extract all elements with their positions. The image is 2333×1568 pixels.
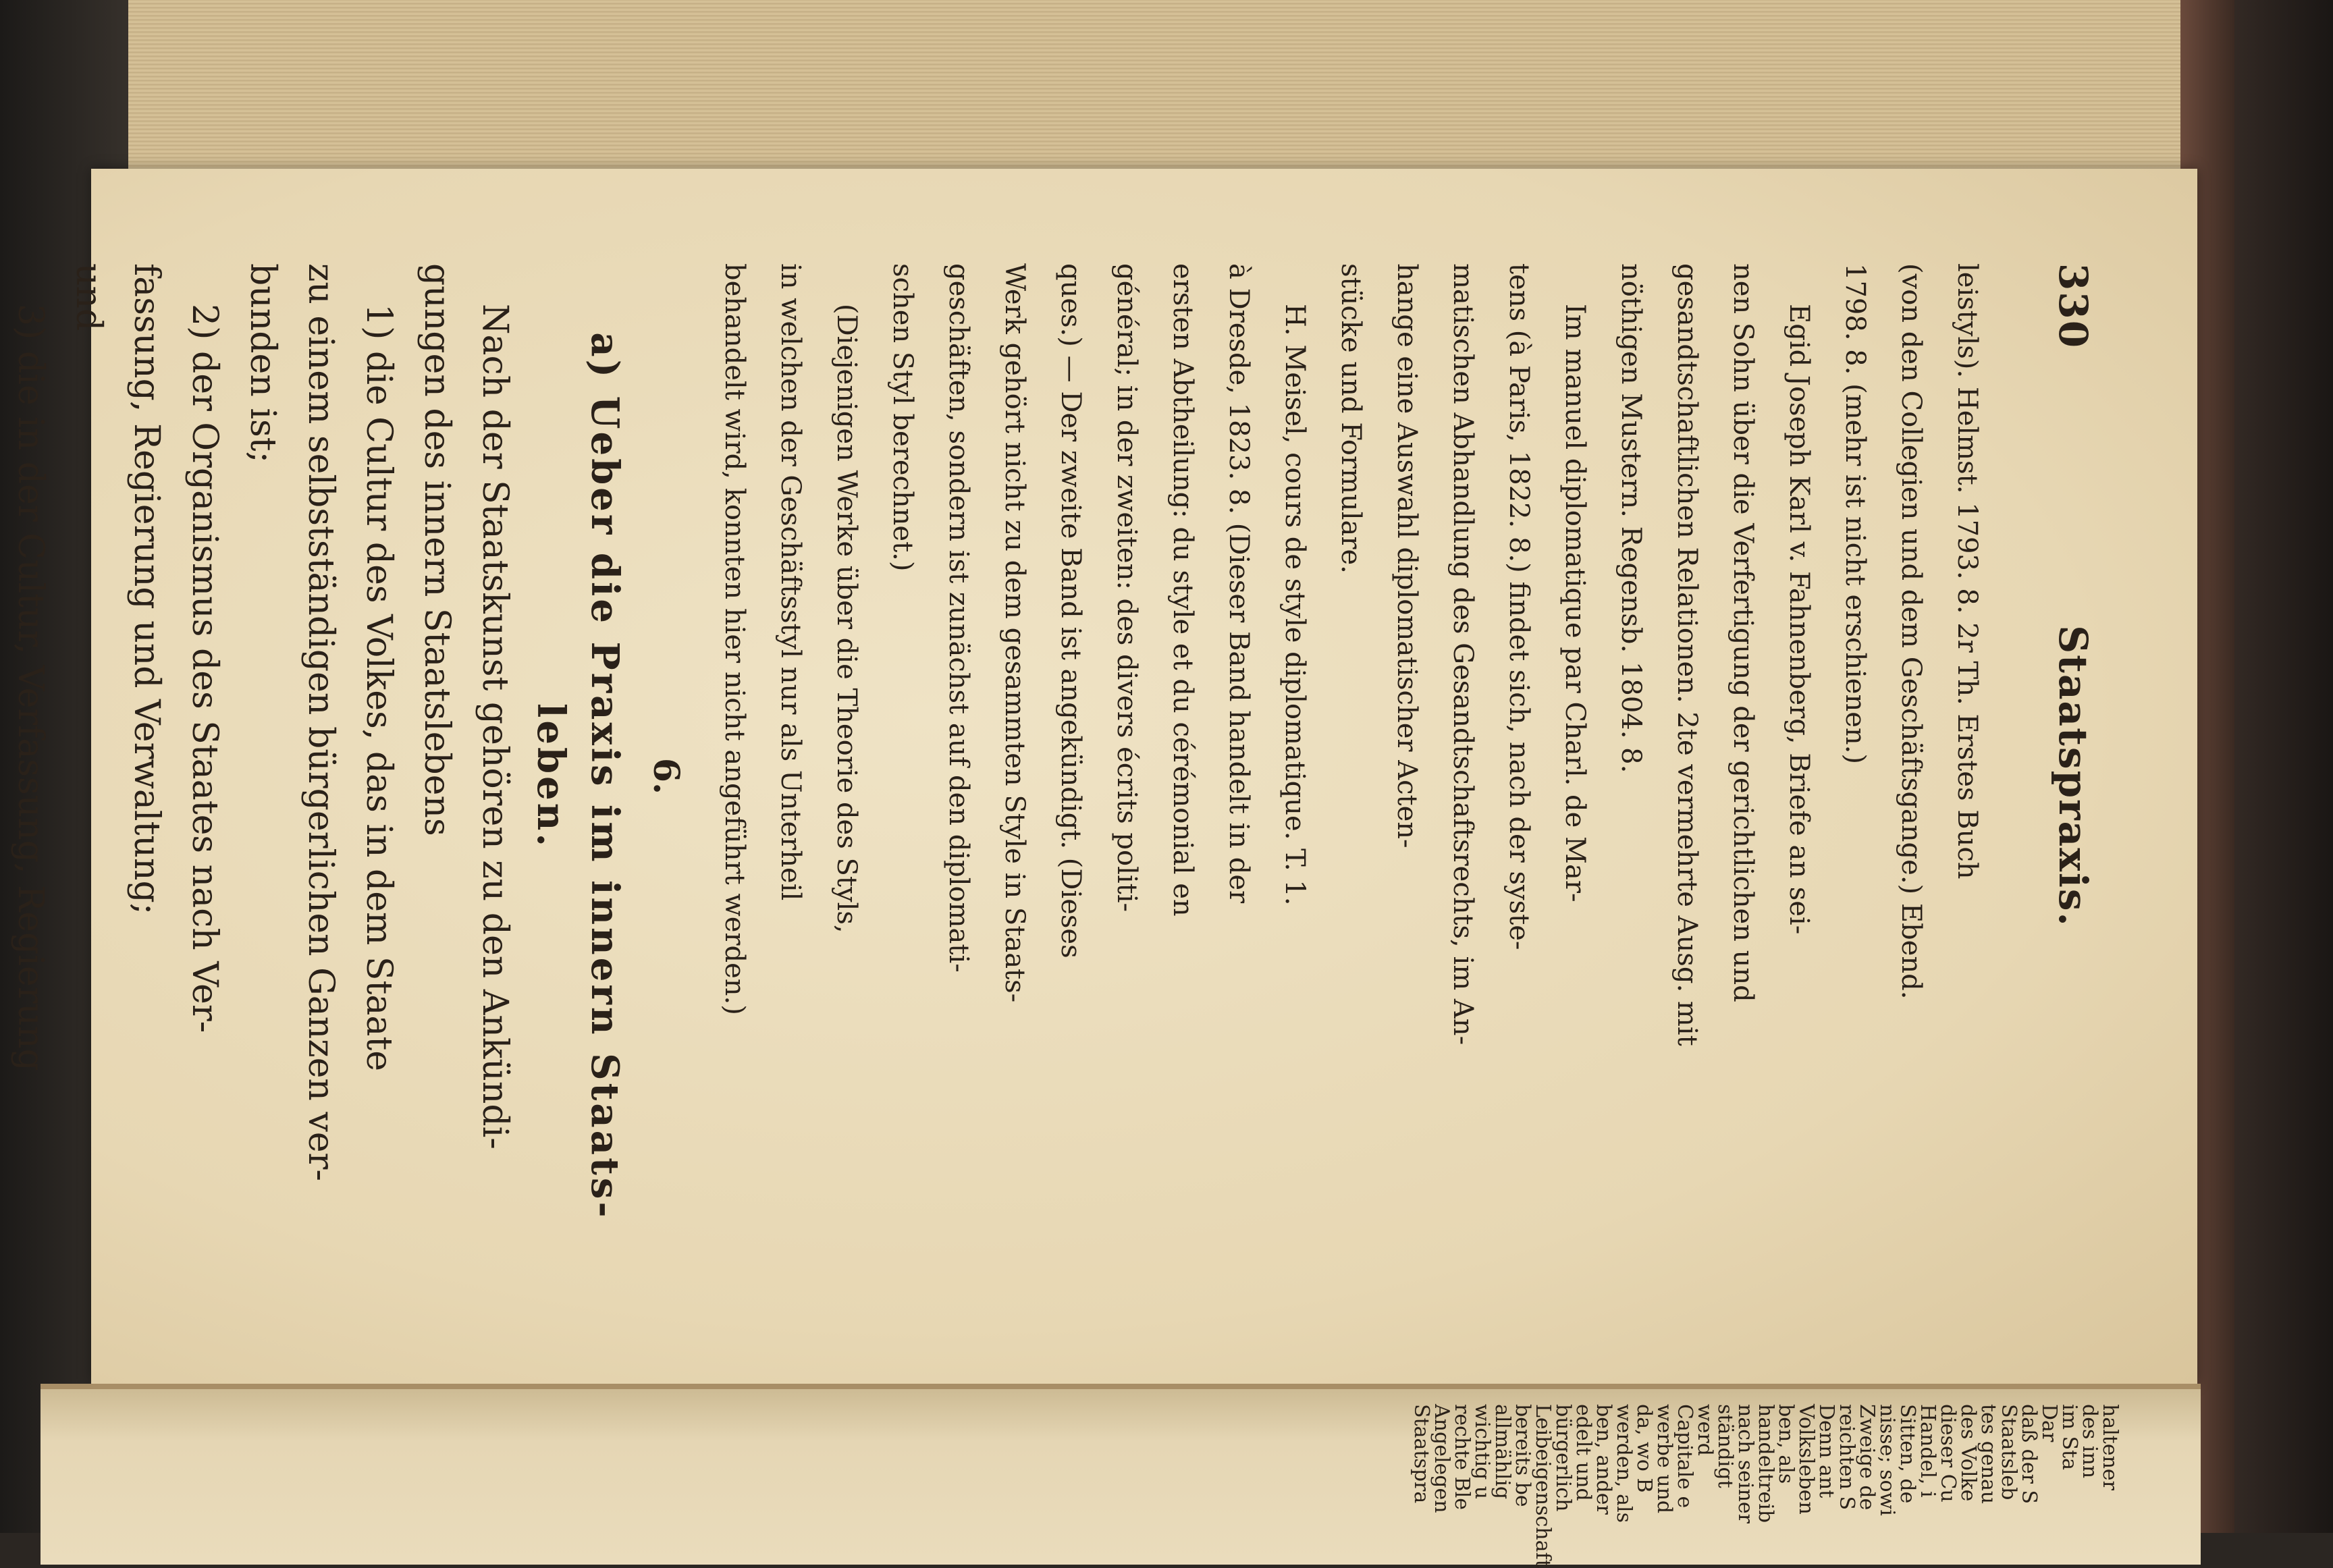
text-line: H. Meisel, cours de style diplomatique. T. 1. (1279, 304, 1310, 906)
facing-line: haltener (2098, 1404, 2122, 1491)
running-head: Staatspraxis. (2050, 625, 2096, 927)
facing-line: werden, als (1612, 1404, 1636, 1523)
page-number: 330 (2050, 263, 2096, 350)
facing-line: werbe und (1653, 1404, 1676, 1514)
text-line: gungen des innern Staatslebens (417, 263, 457, 836)
text-line: gesandtschaftlichen Relationen. 2te vermehrte Ausg. mit (1671, 263, 1702, 1046)
text-line: nen Sohn über die Verfertigung der gerichtlichen und (1727, 263, 1759, 1002)
facing-line: Volksleben (1794, 1404, 1818, 1515)
facing-line: bereits be (1511, 1404, 1534, 1507)
facing-line: allmählig (1491, 1404, 1514, 1500)
text-line: und (68, 263, 109, 331)
facing-line: ben, als (1774, 1404, 1798, 1484)
text-line: 2) der Organismus des Staates nach Ver- (184, 304, 225, 1033)
facing-line: Denn ant (1815, 1404, 1838, 1498)
text-line: 1798. 8. (mehr ist nicht erschienen.) (1840, 263, 1871, 764)
section-title (524, 263, 632, 1289)
main-paragraph (0, 263, 524, 1289)
text-line: général; in der zweiten: des divers écrits politi- (1111, 263, 1142, 913)
book-page-edges (128, 0, 2221, 186)
text-line: behandelt wird, konnten hier nicht angeführt werden.) (719, 263, 750, 1015)
text-line: tens (à Paris, 1822. 8.) findet sich, nach der syste- (1503, 263, 1534, 950)
facing-line: Handel, i (1916, 1404, 1939, 1498)
body-text (0, 263, 1995, 1289)
text-line: schen Styl berechnet.) (887, 263, 918, 572)
text-line: Egid Joseph Karl v. Fahnenberg, Briefe an sei- (1784, 304, 1815, 935)
facing-line: Leibeigenschaft (1531, 1404, 1555, 1568)
text-line: Werk gehört nicht zu dem gesammten Style in Staats- (999, 263, 1030, 1003)
facing-line: reichten S (1835, 1404, 1858, 1511)
facing-line: nach seiner (1734, 1404, 1757, 1524)
text-line: nöthigen Mustern. Regensb. 1804. 8. (1615, 263, 1646, 774)
facing-line: bürgerlich (1551, 1404, 1575, 1512)
text-line (0, 263, 1, 1289)
text-line: Im manuel diplomatique par Charl. de Mar- (1559, 304, 1590, 902)
text-line: zu einem selbstständigen bürgerlichen Ganzen ver- (300, 263, 341, 1181)
section-title-line: a) Ueber die Praxis im innern Staats- (583, 332, 627, 1220)
facing-line: Capitale e (1673, 1404, 1696, 1509)
text-line: à Dresde, 1823. 8. (Dieser Band handelt in der (1223, 263, 1254, 904)
facing-line: wichtig u (1470, 1404, 1494, 1500)
facing-line: des inn (2078, 1404, 2101, 1479)
facing-line: tes genau (1977, 1404, 2000, 1505)
facing-line: nisse; sowi (1875, 1404, 1899, 1516)
facing-line: dieser Cu (1936, 1404, 1960, 1503)
text-line: 1) die Cultur des Volkes, das in dem Staate (358, 304, 399, 1072)
facing-line: handeltreib (1754, 1404, 1777, 1523)
section-title-line: leben. (529, 703, 573, 849)
facing-line: daß der S (2017, 1404, 2041, 1505)
text-line: ersten Abtheilung: du style et du cérémonial en (1167, 263, 1198, 917)
text-line: 3) die in der Cultur, Verfassung, Regierung (10, 304, 51, 1071)
facing-line: edelt und (1572, 1404, 1595, 1501)
facing-page-text (1410, 1404, 2122, 1568)
section-number: 6. (645, 757, 687, 795)
text-line: (Diejenigen Werke über die Theorie des Styls, (831, 304, 862, 934)
book-page (10, 169, 2197, 1384)
page-header (2035, 263, 2096, 1289)
text-line: leistyls). Helmst. 1793. 8. 2r Th. Erstes Buch (1952, 263, 1983, 880)
facing-line: da, wo B (1632, 1404, 1656, 1493)
facing-line: ben, ander (1592, 1404, 1615, 1515)
text-line: Nach der Staatskunst gehören zu den Ankündi- (475, 304, 515, 1150)
facing-line: im Sta (2058, 1404, 2081, 1471)
rotated-page-content (10, 169, 2197, 1384)
facing-line: des Volke (1956, 1404, 1980, 1502)
text-line: ques.) — Der zweite Band ist angekündigt. (Dieses (1055, 263, 1086, 958)
facing-line: Staatspra (1410, 1404, 1433, 1504)
text-line: stücke und Formulare. (1335, 263, 1366, 574)
facing-line: Angelegen (1430, 1404, 1453, 1513)
bibliography-block (706, 263, 1995, 1289)
facing-line: Sitten, de (1896, 1404, 1919, 1504)
text-line: in welchen der Geschäftsstyl nur als Unterheil (775, 263, 806, 901)
text-line: matischen Abhandlung des Gesandtschaftsrechts, im An- (1447, 263, 1478, 1046)
facing-line: Staatsleb (1997, 1404, 2020, 1501)
text-line: bunden ist; (242, 263, 283, 464)
facing-line: Zweige de (1855, 1404, 1879, 1511)
text-line: (von den Collegien und dem Geschäftsgange.) Ebend. (1896, 263, 1927, 1000)
text-line: hange eine Auswahl diplomatischer Acten- (1391, 263, 1422, 848)
facing-line: Dar (2037, 1404, 2061, 1442)
text-line: geschäften, sondern ist zunächst auf den diplomati- (943, 263, 974, 973)
facing-line: ständigt werd (1693, 1404, 1737, 1488)
text-line: fassung, Regierung und Verwaltung; (126, 263, 167, 915)
facing-line: rechte Ble (1450, 1404, 1474, 1510)
